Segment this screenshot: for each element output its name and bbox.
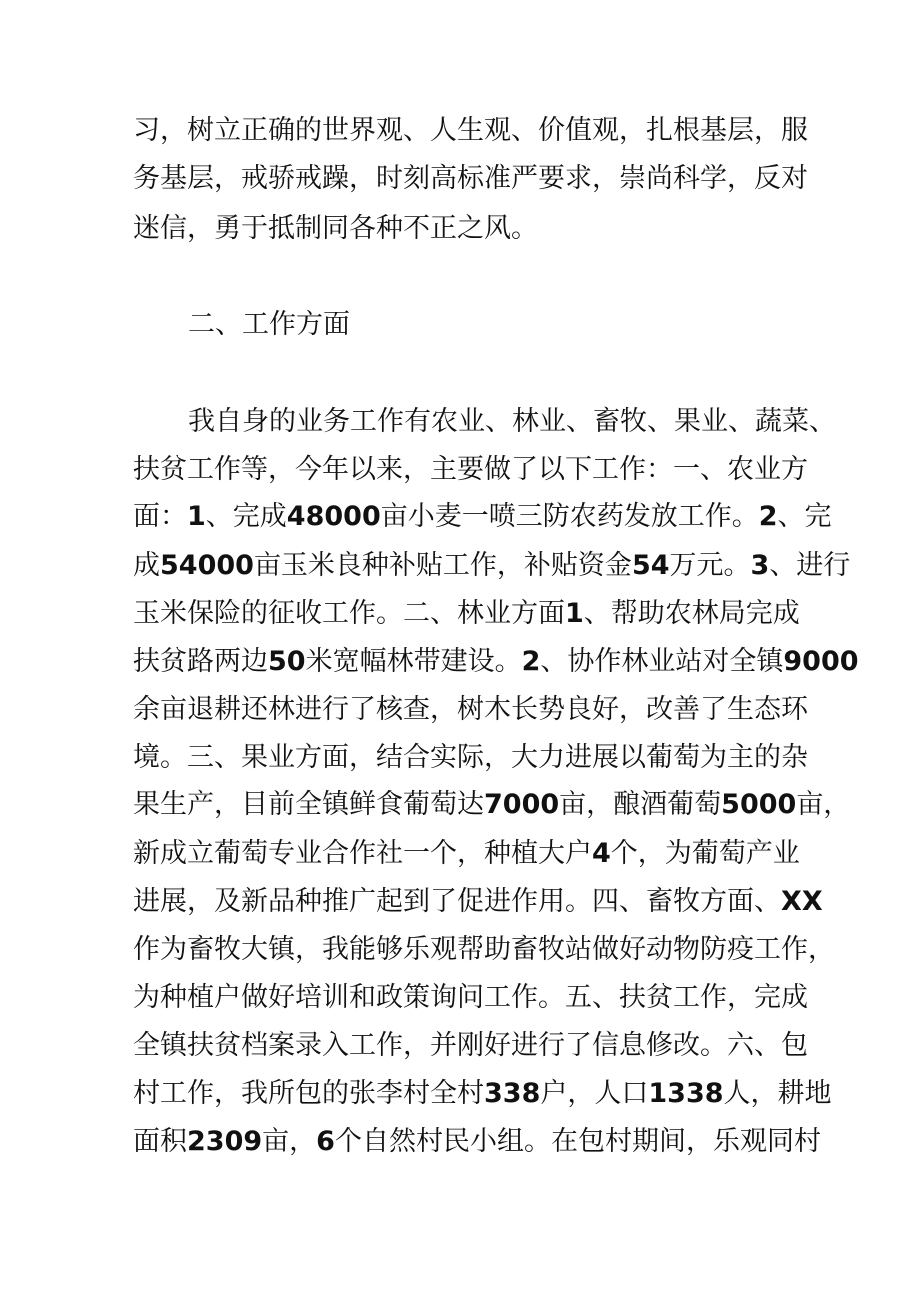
numeric-text: 6 bbox=[316, 1126, 335, 1157]
numeric-text: 2 bbox=[521, 646, 541, 677]
text-line-17: 为种植户做好培训和政策询问工作。五、扶贫工作，完成 bbox=[133, 982, 808, 1013]
text-line-11: 余亩退耕还林进行了核查，树木长势良好，改善了生态环 bbox=[133, 694, 808, 725]
text-line-16: 作为畜牧大镇，我能够乐观帮助畜牧站做好动物防疫工作， bbox=[133, 934, 835, 965]
numeric-text: 5000 bbox=[721, 789, 797, 820]
text-line-8: 成54000亩玉米良种补贴工作，补贴资金54万元。3、进行 bbox=[133, 550, 851, 581]
numeric-text: 338 bbox=[484, 1078, 541, 1109]
text-line-18: 全镇扶贫档案录入工作，并刚好进行了信息修改。六、包 bbox=[133, 1030, 808, 1061]
numeric-text: 4 bbox=[592, 838, 611, 869]
numeric-text: 50 bbox=[268, 646, 306, 677]
text-line-2: 务基层，戒骄戒躁，时刻高标准严要求，崇尚科学，反对 bbox=[133, 163, 808, 194]
numeric-text: 48000 bbox=[286, 501, 381, 532]
text-line-10: 扶贫路两边50米宽幅林带建设。2、协作林业站对全镇9000 bbox=[133, 646, 859, 677]
section-heading: 二、工作方面 bbox=[188, 309, 350, 340]
numeric-text: 2 bbox=[758, 501, 778, 532]
text-line-15: 进展，及新品种推广起到了促进作用。四、畜牧方面、XX bbox=[133, 886, 823, 917]
text-line-6: 扶贫工作等，今年以来，主要做了以下工作：一、农业方 bbox=[133, 454, 808, 485]
numeric-text: 9000 bbox=[783, 646, 859, 677]
text-line-5: 我自身的业务工作有农业、林业、畜牧、果业、蔬菜、 bbox=[188, 406, 836, 437]
numeric-text: 2309 bbox=[187, 1126, 263, 1157]
numeric-text: 54000 bbox=[160, 550, 254, 581]
text-line-1: 习，树立正确的世界观、人生观、价值观，扎根基层，服 bbox=[133, 115, 808, 146]
numeric-text: 1 bbox=[565, 598, 584, 629]
numeric-text: 7000 bbox=[484, 789, 560, 820]
numeric-text: 54 bbox=[631, 550, 670, 581]
text-line-3: 迷信，勇于抵制同各种不正之风。 bbox=[133, 213, 538, 244]
numeric-text: 3 bbox=[750, 550, 770, 581]
text-line-14: 新成立葡萄专业合作社一个，种植大户4个，为葡萄产业 bbox=[133, 838, 800, 869]
numeric-text: 1 bbox=[187, 501, 206, 532]
text-line-13: 果生产，目前全镇鲜食葡萄达7000亩，酿酒葡萄5000亩， bbox=[133, 789, 851, 820]
text-line-7: 面：1、完成48000亩小麦一喷三防农药发放工作。2、完 bbox=[133, 501, 832, 532]
text-line-9: 玉米保险的征收工作。二、林业方面1、帮助农林局完成 bbox=[133, 598, 800, 629]
text-line-12: 境。三、果业方面，结合实际，大力进展以葡萄为主的杂 bbox=[133, 742, 808, 773]
text-line-20: 面积2309亩，6个自然村民小组。在包村期间，乐观同村 bbox=[133, 1126, 821, 1157]
numeric-text: XX bbox=[781, 886, 823, 917]
text-line-19: 村工作，我所包的张李村全村338户，人口1338人，耕地 bbox=[133, 1078, 832, 1109]
numeric-text: 1338 bbox=[648, 1078, 724, 1109]
